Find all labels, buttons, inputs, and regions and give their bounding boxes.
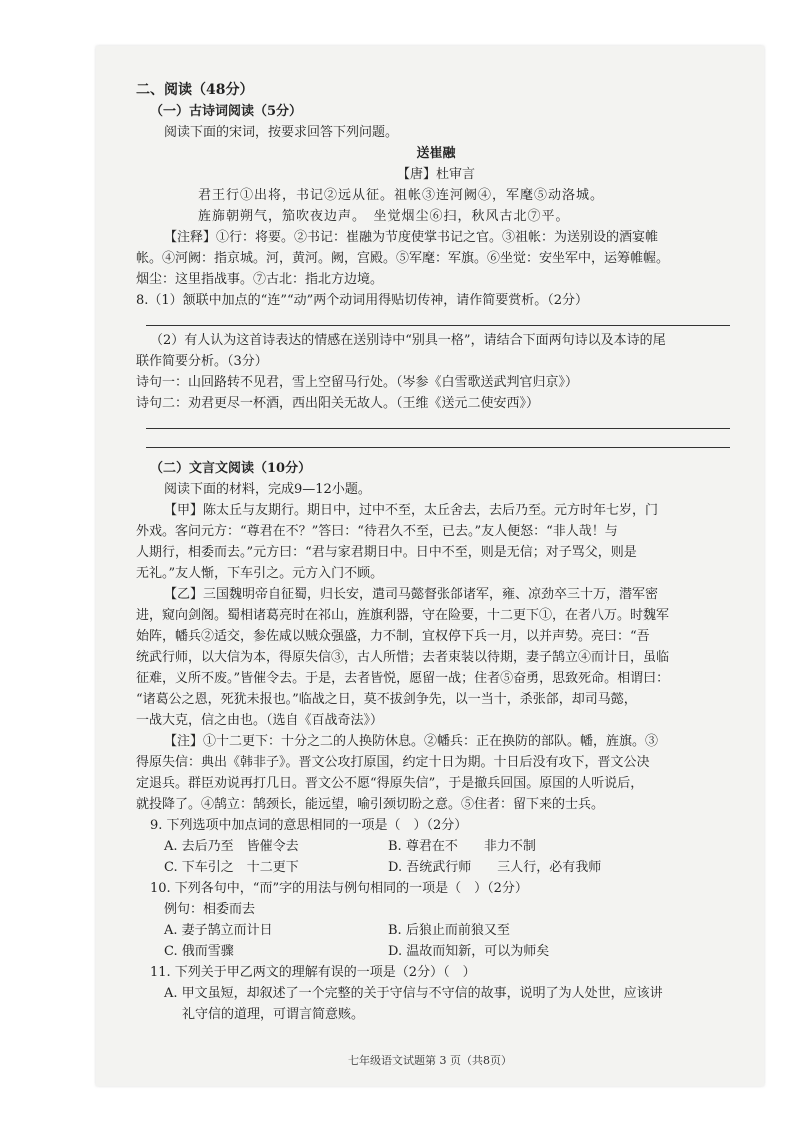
option-d[interactable]: D. 温故而知新，可以为师矣 — [388, 944, 550, 959]
passage-note: 就投降了。④鹄立：鹄颈长，能远望，喻引颈切盼之意。⑤住者：留下来的士兵。 — [136, 797, 605, 812]
poem-note: 帐。④河阙：指京城。河，黄河。阙，宫殿。⑤军麾：军旗。⑥坐觉：安坐军中，运筹帷幄。 — [136, 251, 670, 266]
part2-instruction: 阅读下面的材料，完成9—12小题。 — [164, 482, 371, 497]
part1-title: （一）古诗词阅读（5分） — [150, 104, 303, 119]
question-11-option-a[interactable]: 礼守信的道理，可谓言简意赅。 — [182, 1007, 365, 1022]
option-b[interactable]: B. 后狼止而前狼又至 — [388, 923, 510, 938]
question-9-options — [136, 836, 736, 857]
passage-jia: 无礼。”友人惭，下车引之。元方入门不顾。 — [136, 566, 384, 581]
passage-yi: 进，窥向剑阁。蜀相诸葛亮时在祁山，旌旗利器，守在险要，十二更下①，在者八万。时魏军 — [136, 608, 670, 623]
part1-instruction: 阅读下面的宋词，按要求回答下列问题。 — [164, 125, 399, 140]
exam-page — [96, 46, 764, 1086]
passage-jia: 人期行，相委而去。”元方曰：“君与家君期日中。日中不至，则是无信；对子骂父，则是 — [136, 545, 637, 560]
passage-jia: 外戏。客问元方：“尊君在不？”答曰：“待君久不至，已去。”友人便怒：“非人哉！与 — [136, 524, 618, 539]
answer-line[interactable] — [146, 311, 730, 326]
question-8-1: 8.（1）颔联中加点的“连”“动”两个动词用得贴切传神，请作简要赏析。（2分） — [136, 293, 589, 308]
option-b[interactable]: B. 尊君在不 非力不制 — [388, 839, 536, 854]
option-c[interactable]: C. 下车引之 十二更下 — [164, 860, 299, 875]
question-9-options — [136, 857, 736, 878]
option-d[interactable]: D. 吾统武行师 三人行，必有我师 — [388, 860, 602, 875]
poem-line: 旌旆朝朔气，笳吹夜边声。 坐觉烟尘⑥扫，秋风古北⑦平。 — [198, 209, 570, 224]
passage-note: 得原失信：典出《韩非子》。晋文公攻打原国，约定十日为期。十日后没有攻下，晋文公决 — [136, 755, 650, 770]
passage-note: 定退兵。群臣劝说再打几日。晋文公不愿“得原失信”，于是撤兵回国。原国的人听说后， — [136, 776, 644, 791]
verse-one: 诗句一：山回路转不见君，雪上空留马行处。（岑参《白雪歌送武判官归京》） — [136, 375, 579, 390]
verse-two: 诗句二：劝君更尽一杯酒，西出阳关无故人。（王维《送元二使安西》） — [136, 396, 540, 411]
question-8-2: 联作简要分析。（3分） — [136, 354, 268, 369]
poem-note: 烟尘：这里指战事。⑦古北：指北方边境。 — [136, 272, 384, 287]
poem-note: 【注释】①行：将要。②书记：崔融为节度使掌书记之官。③祖帐：为送别设的酒宴帷 — [164, 230, 659, 245]
answer-line[interactable] — [146, 433, 730, 448]
poem-author: 【唐】杜审言 — [396, 167, 475, 182]
question-10: 10. 下列各句中，“而”字的用法与例句相同的一项是（ ）（2分） — [150, 881, 528, 896]
passage-yi: 征难，义所不废。”皆催令去。于是，去者皆悦，愿留一战；住者⑤奋勇，思致死命。相谓曰： — [136, 671, 670, 686]
page-content — [136, 80, 736, 1025]
poem-line: 君王行①出将，书记②远从征。祖帐③连河阙④，军麾⑤动洛城。 — [198, 188, 605, 203]
question-9: 9. 下列选项中加点词的意思相同的一项是（ ）（2分） — [150, 818, 468, 833]
poem-title: 送崔融 — [416, 146, 456, 161]
question-11: 11. 下列关于甲乙两文的理解有误的一项是（2分）（ ） — [150, 965, 476, 980]
passage-yi: 一战大克，信之由也。（选自《百战奇法》） — [136, 713, 384, 728]
section-title: 二、阅读（48分） — [136, 82, 254, 98]
passage-yi: 统武行师，以大信为本，得原失信③，古人所惜；去者束装以待期，妻子鹄立④而计日，虽临 — [136, 650, 670, 665]
part2-title: （二）文言文阅读（10分） — [150, 461, 312, 476]
question-8-2: （2）有人认为这首诗表达的情感在送别诗中“别具一格”，请结合下面两句诗以及本诗的尾 — [150, 333, 666, 348]
question-10-options — [136, 941, 736, 962]
question-11-option-a[interactable]: A. 甲文虽短，却叙述了一个完整的关于守信与不守信的故事，说明了为人处世，应该讲 — [164, 986, 663, 1001]
passage-yi: 始阵，幡兵②适交，参佐咸以贼众强盛，力不制，宜权停下兵一月，以并声势。亮曰：“吾 — [136, 629, 650, 644]
question-10-example: 例句：相委而去 — [164, 902, 256, 917]
page-footer: 七年级语文试题第 3 页（共8页） — [348, 1054, 512, 1067]
question-10-options — [136, 920, 736, 941]
option-a[interactable]: A. 去后乃至 皆催令去 — [164, 839, 299, 854]
option-c[interactable]: C. 俄而雪骤 — [164, 944, 234, 959]
passage-yi: “诸葛公之恩，死犹未报也。”临战之日，莫不拔剑争先，以一当十，杀张郃，却司马懿， — [136, 692, 637, 707]
answer-line[interactable] — [146, 414, 730, 429]
passage-note: 【注】①十二更下：十分之二的人换防休息。②幡兵：正在换防的部队。幡，旌旗。③ — [164, 734, 659, 749]
passage-jia: 【甲】陈太丘与友期行。期日中，过中不至，太丘舍去，去后乃至。元方时年七岁，门 — [164, 503, 659, 518]
option-a[interactable]: A. 妻子鹄立而计日 — [164, 923, 273, 938]
passage-yi: 【乙】三国魏明帝自征蜀，归长安，遣司马懿督张郃诸军，雍、凉劲卒三十万，潜军密 — [164, 587, 659, 602]
